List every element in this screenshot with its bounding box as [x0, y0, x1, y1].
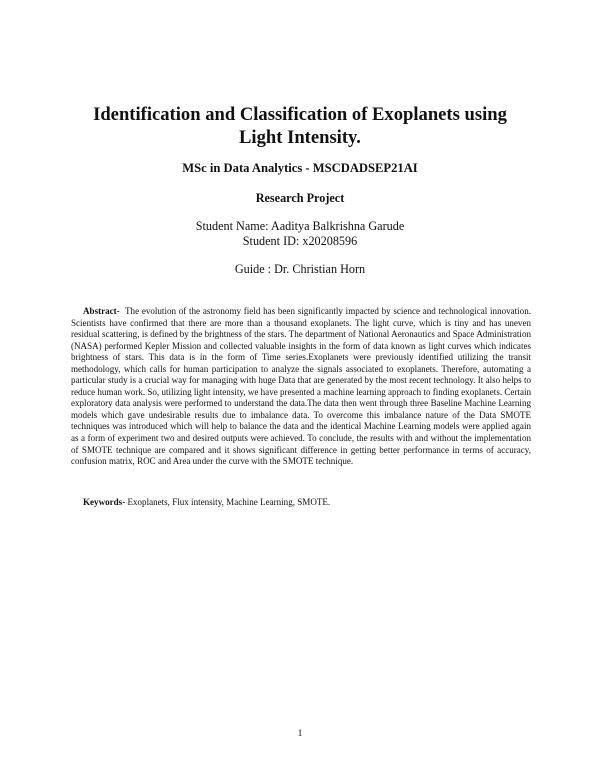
keywords-text: Exoplanets, Flux intensity, Machine Learning, SMOTE.: [127, 497, 331, 507]
student-info: [60, 219, 540, 249]
title-line-1: Identification and Classification of Exoplanets using: [93, 104, 507, 125]
student-id: Student ID: x20208596: [242, 234, 358, 248]
keywords-label: Keywords-: [83, 497, 126, 507]
abstract-text: The evolution of the astronomy field has been significantly impacted by science and technological innovation. Scientists have confirmed that there are more than a thousand exoplanets. The light curve, which is tiny and has uneven residual scattering, is defined by the brightness of the stars. The department of National Aeronautics and Space Administration (NASA) performed Kepler Mission and collected valuable insights in the form of data known as light curves which indicates brightness of stars. This data is in the form of Time series.Exoplanets were previously identified utilizing the transit methodology, which calls for human participation to analyze the signals associated to exoplanets. Therefore, automating a particular study is a crucial way for managing with huge Data that are generated by the most recent technology. It also helps to reduce human work. So, utilizing light intensity, we have presented a machine learning approach to finding exoplanets. Certain exploratory data analysis were performed to understand the data.The data then went through three Baseline Machine Learning models which gave undesirable results due to imbalance data. To overcome this imbalance nature of the Data SMOTE techniques was introduced which will help to balance the data and the identical Machine Learning models were applied again as a form of experiment two and desired outputs were achieved. To conclude, the results with and without the implementation of SMOTE technique are compared and it shows significant difference in getting better performance in terms of accuracy, confusion matrix, ROC and Area under the curve with the SMOTE technique.: [71, 306, 531, 467]
abstract-label: Abstract-: [83, 306, 120, 316]
page-number: 1: [297, 729, 303, 739]
student-name: Student Name: Aaditya Balkrishna Garude: [195, 219, 405, 233]
paper-title: [60, 103, 540, 149]
program-subtitle: MSc in Data Analytics - MSCDADSEP21AI: [182, 161, 418, 175]
project-type: Research Project: [255, 191, 345, 205]
abstract-paragraph: [71, 306, 531, 468]
guide-name: Guide : Dr. Christian Horn: [234, 262, 366, 276]
keywords-paragraph: [71, 497, 531, 509]
title-line-2: Light Intensity.: [239, 127, 361, 148]
